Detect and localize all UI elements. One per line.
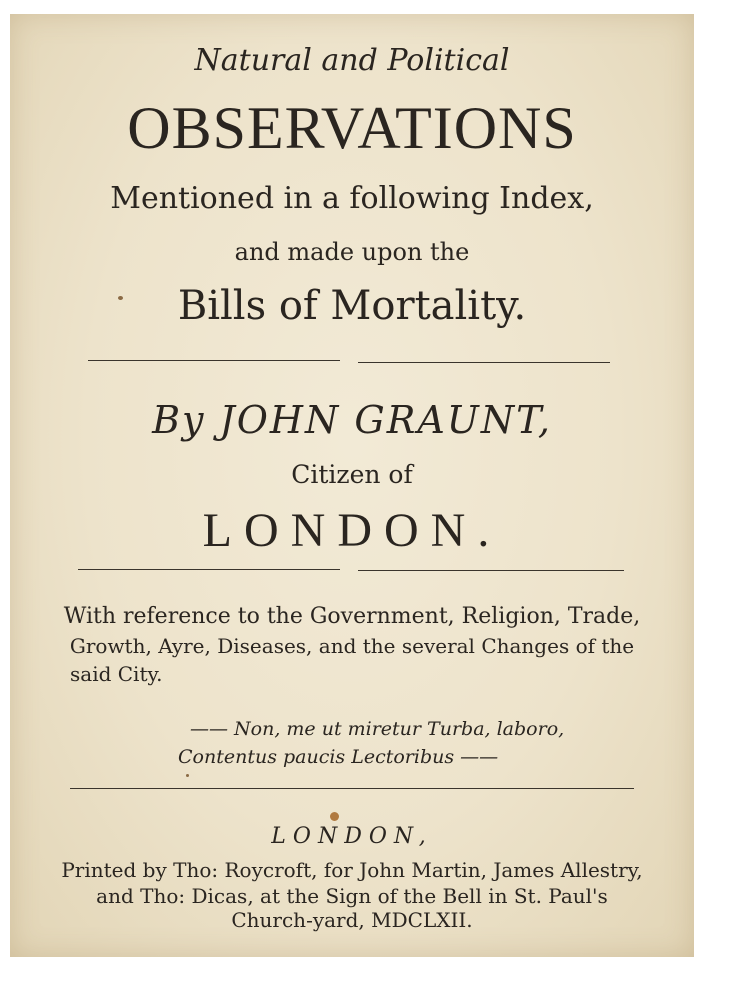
imprint-line-2: and Tho: Dicas, at the Sign of the Bell in St. Paul's [96,884,608,908]
author-byline: By JOHN GRAUNT, [152,398,552,442]
divider-rule-left [88,360,340,361]
divider-rule-full [70,788,634,789]
divider-rule-right [358,362,610,363]
paper-speck [118,296,123,300]
imprint-line-1: Printed by Tho: Roycroft, for John Martin, James Allestry, [61,858,643,882]
imprint-line-3: Church-yard, MDCLXII. [231,908,473,932]
reference-line-2: Growth, Ayre, Diseases, and the several Changes of the [69,634,635,658]
author-city: LONDON. [202,504,502,557]
author-citizen-of: Citizen of [291,460,413,489]
quote-line-2: Contentus paucis Lectoribus —— [178,746,499,768]
reference-line-1: With reference to the Government, Religion, Trade, [63,604,641,629]
paper-speck [186,774,189,777]
title-line-mentioned: Mentioned in a following Index, [110,181,594,216]
paper-stain [330,812,339,821]
title-line-made-upon: and made upon the [234,238,470,266]
quote-line-1: —— Non, me ut miretur Turba, laboro, [190,718,565,740]
title-line-natural-political: Natural and Political [194,43,510,78]
title-line-bills-of-mortality: Bills of Mortality. [177,283,527,329]
imprint-place: LONDON, [271,824,433,849]
title-line-observations: OBSERVATIONS [127,95,577,161]
reference-line-3: said City. [70,662,163,686]
divider-rule-right-2 [358,570,624,571]
divider-rule-left-2 [78,569,340,570]
title-page [10,14,694,957]
